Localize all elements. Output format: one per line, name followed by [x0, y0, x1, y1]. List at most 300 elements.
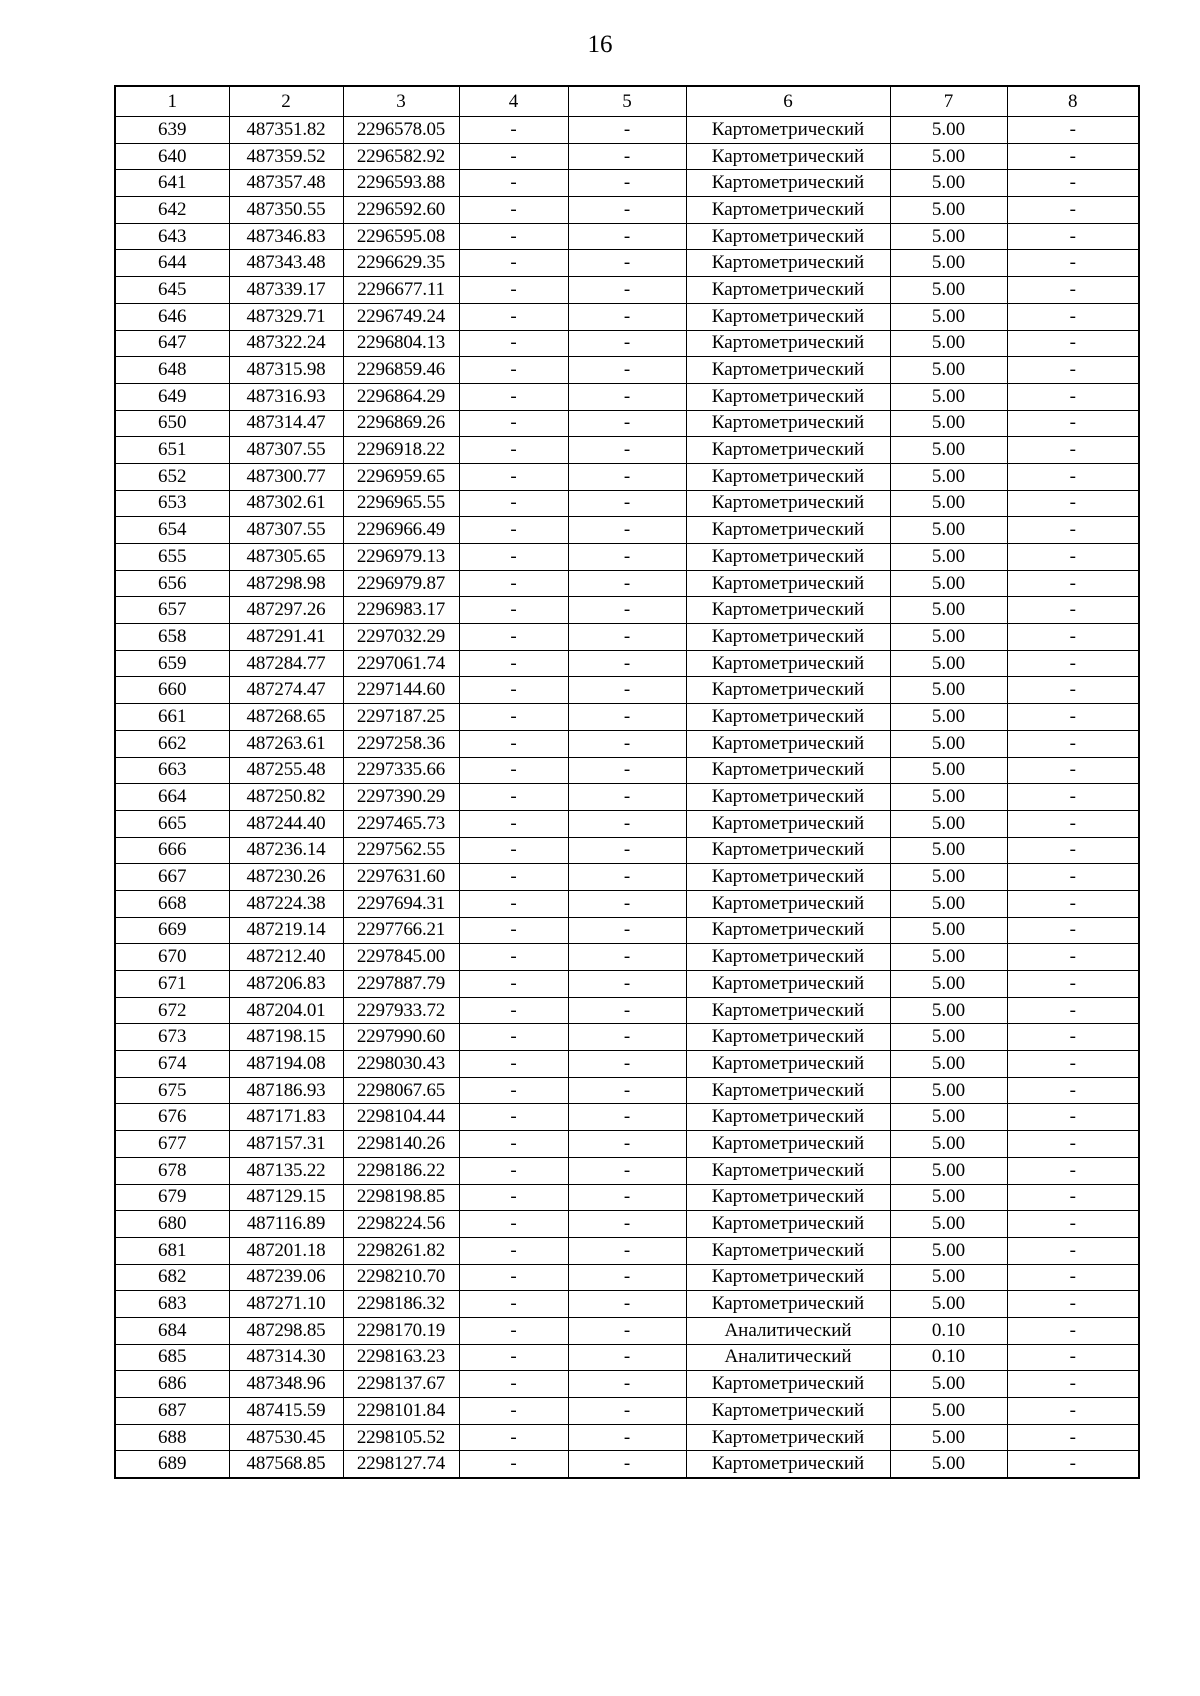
y-coordinate-cell: 2296804.13 — [343, 330, 459, 357]
x-coordinate-cell: 487201.18 — [229, 1237, 343, 1264]
col5-cell: - — [568, 677, 686, 704]
table-row — [115, 1051, 1139, 1078]
table-row — [115, 1157, 1139, 1184]
col4-cell: - — [459, 890, 568, 917]
x-coordinate-cell: 487116.89 — [229, 1211, 343, 1238]
col8-cell: - — [1007, 1264, 1139, 1291]
table-row — [115, 143, 1139, 170]
accuracy-cell: 5.00 — [890, 357, 1007, 384]
accuracy-cell: 5.00 — [890, 1211, 1007, 1238]
point-number-cell: 642 — [115, 197, 229, 224]
col5-cell: - — [568, 810, 686, 837]
accuracy-cell: 5.00 — [890, 303, 1007, 330]
accuracy-cell: 5.00 — [890, 1104, 1007, 1131]
method-cell: Картометрический — [686, 197, 890, 224]
col8-cell: - — [1007, 1344, 1139, 1371]
method-cell: Картометрический — [686, 1264, 890, 1291]
col5-cell: - — [568, 490, 686, 517]
col8-cell: - — [1007, 197, 1139, 224]
method-cell: Аналитический — [686, 1344, 890, 1371]
method-cell: Картометрический — [686, 303, 890, 330]
col4-cell: - — [459, 1237, 568, 1264]
x-coordinate-cell: 487348.96 — [229, 1371, 343, 1398]
method-cell: Картометрический — [686, 1424, 890, 1451]
col4-cell: - — [459, 650, 568, 677]
col4-cell: - — [459, 917, 568, 944]
col8-cell: - — [1007, 784, 1139, 811]
x-coordinate-cell: 487291.41 — [229, 624, 343, 651]
x-coordinate-cell: 487359.52 — [229, 143, 343, 170]
method-cell: Картометрический — [686, 864, 890, 891]
method-cell: Картометрический — [686, 1131, 890, 1158]
method-cell: Картометрический — [686, 997, 890, 1024]
col8-cell: - — [1007, 1291, 1139, 1318]
col5-cell: - — [568, 1371, 686, 1398]
table-row — [115, 1317, 1139, 1344]
x-coordinate-cell: 487307.55 — [229, 437, 343, 464]
col8-cell: - — [1007, 1424, 1139, 1451]
point-number-cell: 641 — [115, 170, 229, 197]
point-number-cell: 658 — [115, 624, 229, 651]
col8-cell: - — [1007, 117, 1139, 144]
x-coordinate-cell: 487302.61 — [229, 490, 343, 517]
table-row — [115, 784, 1139, 811]
table-row — [115, 837, 1139, 864]
col4-cell: - — [459, 223, 568, 250]
table-row — [115, 1424, 1139, 1451]
point-number-cell: 652 — [115, 463, 229, 490]
accuracy-cell: 5.00 — [890, 544, 1007, 571]
col4-cell: - — [459, 1291, 568, 1318]
col5-cell: - — [568, 277, 686, 304]
point-number-cell: 662 — [115, 730, 229, 757]
accuracy-cell: 5.00 — [890, 890, 1007, 917]
col4-cell: - — [459, 1211, 568, 1238]
col8-cell: - — [1007, 1237, 1139, 1264]
header-cell: 2 — [229, 86, 343, 117]
x-coordinate-cell: 487250.82 — [229, 784, 343, 811]
point-number-cell: 679 — [115, 1184, 229, 1211]
col4-cell: - — [459, 837, 568, 864]
method-cell: Картометрический — [686, 410, 890, 437]
col4-cell: - — [459, 570, 568, 597]
method-cell: Картометрический — [686, 170, 890, 197]
point-number-cell: 654 — [115, 517, 229, 544]
point-number-cell: 675 — [115, 1077, 229, 1104]
x-coordinate-cell: 487135.22 — [229, 1157, 343, 1184]
table-row — [115, 570, 1139, 597]
y-coordinate-cell: 2298186.32 — [343, 1291, 459, 1318]
table-row — [115, 971, 1139, 998]
col8-cell: - — [1007, 544, 1139, 571]
table-row — [115, 544, 1139, 571]
col8-cell: - — [1007, 223, 1139, 250]
table-row — [115, 1024, 1139, 1051]
x-coordinate-cell: 487230.26 — [229, 864, 343, 891]
method-cell: Картометрический — [686, 810, 890, 837]
col4-cell: - — [459, 1024, 568, 1051]
accuracy-cell: 5.00 — [890, 1371, 1007, 1398]
col4-cell: - — [459, 597, 568, 624]
accuracy-cell: 5.00 — [890, 1424, 1007, 1451]
col8-cell: - — [1007, 1211, 1139, 1238]
table-row — [115, 997, 1139, 1024]
accuracy-cell: 5.00 — [890, 837, 1007, 864]
col4-cell: - — [459, 1424, 568, 1451]
x-coordinate-cell: 487194.08 — [229, 1051, 343, 1078]
col8-cell: - — [1007, 757, 1139, 784]
table-row — [115, 1211, 1139, 1238]
accuracy-cell: 5.00 — [890, 1237, 1007, 1264]
col4-cell: - — [459, 1264, 568, 1291]
col8-cell: - — [1007, 1317, 1139, 1344]
col4-cell: - — [459, 677, 568, 704]
col5-cell: - — [568, 757, 686, 784]
point-number-cell: 653 — [115, 490, 229, 517]
table-row — [115, 944, 1139, 971]
accuracy-cell: 5.00 — [890, 730, 1007, 757]
col5-cell: - — [568, 784, 686, 811]
method-cell: Картометрический — [686, 784, 890, 811]
y-coordinate-cell: 2297335.66 — [343, 757, 459, 784]
point-number-cell: 660 — [115, 677, 229, 704]
table-row — [115, 1371, 1139, 1398]
col5-cell: - — [568, 1211, 686, 1238]
col5-cell: - — [568, 997, 686, 1024]
point-number-cell: 667 — [115, 864, 229, 891]
col8-cell: - — [1007, 677, 1139, 704]
col4-cell: - — [459, 1317, 568, 1344]
table-row — [115, 597, 1139, 624]
col8-cell: - — [1007, 864, 1139, 891]
table-row — [115, 277, 1139, 304]
table-row — [115, 357, 1139, 384]
x-coordinate-cell: 487236.14 — [229, 837, 343, 864]
point-number-cell: 640 — [115, 143, 229, 170]
point-number-cell: 649 — [115, 383, 229, 410]
header-cell: 1 — [115, 86, 229, 117]
col5-cell: - — [568, 383, 686, 410]
accuracy-cell: 5.00 — [890, 1398, 1007, 1425]
point-number-cell: 659 — [115, 650, 229, 677]
x-coordinate-cell: 487357.48 — [229, 170, 343, 197]
y-coordinate-cell: 2296983.17 — [343, 597, 459, 624]
accuracy-cell: 5.00 — [890, 997, 1007, 1024]
y-coordinate-cell: 2296677.11 — [343, 277, 459, 304]
point-number-cell: 647 — [115, 330, 229, 357]
x-coordinate-cell: 487307.55 — [229, 517, 343, 544]
table-row — [115, 624, 1139, 651]
y-coordinate-cell: 2298137.67 — [343, 1371, 459, 1398]
col8-cell: - — [1007, 1371, 1139, 1398]
col8-cell: - — [1007, 277, 1139, 304]
y-coordinate-cell: 2298127.74 — [343, 1451, 459, 1478]
point-number-cell: 668 — [115, 890, 229, 917]
col4-cell: - — [459, 730, 568, 757]
header-cell: 5 — [568, 86, 686, 117]
header-row — [115, 86, 1139, 117]
accuracy-cell: 5.00 — [890, 143, 1007, 170]
accuracy-cell: 5.00 — [890, 570, 1007, 597]
x-coordinate-cell: 487343.48 — [229, 250, 343, 277]
col5-cell: - — [568, 1051, 686, 1078]
y-coordinate-cell: 2298186.22 — [343, 1157, 459, 1184]
col4-cell: - — [459, 624, 568, 651]
col8-cell: - — [1007, 1024, 1139, 1051]
accuracy-cell: 5.00 — [890, 223, 1007, 250]
x-coordinate-cell: 487244.40 — [229, 810, 343, 837]
y-coordinate-cell: 2296959.65 — [343, 463, 459, 490]
point-number-cell: 657 — [115, 597, 229, 624]
accuracy-cell: 5.00 — [890, 1291, 1007, 1318]
col4-cell: - — [459, 1104, 568, 1131]
table-row — [115, 170, 1139, 197]
method-cell: Картометрический — [686, 490, 890, 517]
col8-cell: - — [1007, 383, 1139, 410]
col5-cell: - — [568, 570, 686, 597]
point-number-cell: 671 — [115, 971, 229, 998]
x-coordinate-cell: 487255.48 — [229, 757, 343, 784]
col5-cell: - — [568, 704, 686, 731]
accuracy-cell: 5.00 — [890, 917, 1007, 944]
accuracy-cell: 5.00 — [890, 677, 1007, 704]
table-row — [115, 490, 1139, 517]
point-number-cell: 650 — [115, 410, 229, 437]
x-coordinate-cell: 487219.14 — [229, 917, 343, 944]
method-cell: Картометрический — [686, 1157, 890, 1184]
table-row — [115, 223, 1139, 250]
col4-cell: - — [459, 197, 568, 224]
method-cell: Картометрический — [686, 1398, 890, 1425]
method-cell: Картометрический — [686, 544, 890, 571]
col5-cell: - — [568, 624, 686, 651]
x-coordinate-cell: 487530.45 — [229, 1424, 343, 1451]
method-cell: Картометрический — [686, 971, 890, 998]
point-number-cell: 646 — [115, 303, 229, 330]
table-row — [115, 704, 1139, 731]
method-cell: Картометрический — [686, 917, 890, 944]
point-number-cell: 666 — [115, 837, 229, 864]
y-coordinate-cell: 2296593.88 — [343, 170, 459, 197]
accuracy-cell: 5.00 — [890, 650, 1007, 677]
col5-cell: - — [568, 143, 686, 170]
point-number-cell: 645 — [115, 277, 229, 304]
method-cell: Картометрический — [686, 250, 890, 277]
y-coordinate-cell: 2298140.26 — [343, 1131, 459, 1158]
point-number-cell: 684 — [115, 1317, 229, 1344]
method-cell: Картометрический — [686, 757, 890, 784]
x-coordinate-cell: 487316.93 — [229, 383, 343, 410]
col5-cell: - — [568, 223, 686, 250]
method-cell: Картометрический — [686, 1104, 890, 1131]
col4-cell: - — [459, 810, 568, 837]
table-row — [115, 517, 1139, 544]
accuracy-cell: 5.00 — [890, 624, 1007, 651]
point-number-cell: 678 — [115, 1157, 229, 1184]
x-coordinate-cell: 487198.15 — [229, 1024, 343, 1051]
x-coordinate-cell: 487157.31 — [229, 1131, 343, 1158]
table-row — [115, 650, 1139, 677]
header-cell: 3 — [343, 86, 459, 117]
method-cell: Картометрический — [686, 143, 890, 170]
x-coordinate-cell: 487268.65 — [229, 704, 343, 731]
coordinates-table — [114, 85, 1140, 1479]
col8-cell: - — [1007, 517, 1139, 544]
page-number: 16 — [587, 31, 613, 58]
y-coordinate-cell: 2296918.22 — [343, 437, 459, 464]
col8-cell: - — [1007, 837, 1139, 864]
col4-cell: - — [459, 250, 568, 277]
x-coordinate-cell: 487284.77 — [229, 650, 343, 677]
col8-cell: - — [1007, 650, 1139, 677]
table-row — [115, 250, 1139, 277]
col8-cell: - — [1007, 971, 1139, 998]
col5-cell: - — [568, 303, 686, 330]
col5-cell: - — [568, 1184, 686, 1211]
col5-cell: - — [568, 917, 686, 944]
col4-cell: - — [459, 490, 568, 517]
col5-cell: - — [568, 1344, 686, 1371]
y-coordinate-cell: 2296979.13 — [343, 544, 459, 571]
accuracy-cell: 0.10 — [890, 1317, 1007, 1344]
col5-cell: - — [568, 650, 686, 677]
col4-cell: - — [459, 330, 568, 357]
col8-cell: - — [1007, 944, 1139, 971]
point-number-cell: 655 — [115, 544, 229, 571]
col5-cell: - — [568, 864, 686, 891]
col8-cell: - — [1007, 1104, 1139, 1131]
col5-cell: - — [568, 1024, 686, 1051]
col5-cell: - — [568, 1077, 686, 1104]
col8-cell: - — [1007, 1157, 1139, 1184]
col8-cell: - — [1007, 624, 1139, 651]
y-coordinate-cell: 2298030.43 — [343, 1051, 459, 1078]
x-coordinate-cell: 487263.61 — [229, 730, 343, 757]
x-coordinate-cell: 487351.82 — [229, 117, 343, 144]
accuracy-cell: 5.00 — [890, 250, 1007, 277]
col5-cell: - — [568, 197, 686, 224]
y-coordinate-cell: 2296864.29 — [343, 383, 459, 410]
col5-cell: - — [568, 1131, 686, 1158]
col8-cell: - — [1007, 1131, 1139, 1158]
col5-cell: - — [568, 544, 686, 571]
accuracy-cell: 5.00 — [890, 410, 1007, 437]
col4-cell: - — [459, 971, 568, 998]
col4-cell: - — [459, 383, 568, 410]
col5-cell: - — [568, 117, 686, 144]
method-cell: Картометрический — [686, 890, 890, 917]
method-cell: Картометрический — [686, 1184, 890, 1211]
col4-cell: - — [459, 1184, 568, 1211]
col5-cell: - — [568, 890, 686, 917]
col4-cell: - — [459, 357, 568, 384]
col5-cell: - — [568, 1317, 686, 1344]
point-number-cell: 688 — [115, 1424, 229, 1451]
col5-cell: - — [568, 330, 686, 357]
accuracy-cell: 5.00 — [890, 944, 1007, 971]
accuracy-cell: 5.00 — [890, 757, 1007, 784]
y-coordinate-cell: 2298210.70 — [343, 1264, 459, 1291]
col5-cell: - — [568, 971, 686, 998]
col5-cell: - — [568, 1104, 686, 1131]
x-coordinate-cell: 487300.77 — [229, 463, 343, 490]
x-coordinate-cell: 487568.85 — [229, 1451, 343, 1478]
col5-cell: - — [568, 1237, 686, 1264]
table-row — [115, 437, 1139, 464]
method-cell: Картометрический — [686, 1211, 890, 1238]
col8-cell: - — [1007, 1398, 1139, 1425]
y-coordinate-cell: 2298170.19 — [343, 1317, 459, 1344]
col4-cell: - — [459, 1371, 568, 1398]
col8-cell: - — [1007, 1451, 1139, 1478]
table-row — [115, 117, 1139, 144]
y-coordinate-cell: 2296966.49 — [343, 517, 459, 544]
col4-cell: - — [459, 303, 568, 330]
accuracy-cell: 0.10 — [890, 1344, 1007, 1371]
y-coordinate-cell: 2296859.46 — [343, 357, 459, 384]
point-number-cell: 672 — [115, 997, 229, 1024]
point-number-cell: 676 — [115, 1104, 229, 1131]
method-cell: Картометрический — [686, 570, 890, 597]
table-row — [115, 1291, 1139, 1318]
col4-cell: - — [459, 544, 568, 571]
table-row — [115, 757, 1139, 784]
method-cell: Картометрический — [686, 1451, 890, 1478]
y-coordinate-cell: 2296582.92 — [343, 143, 459, 170]
y-coordinate-cell: 2296578.05 — [343, 117, 459, 144]
x-coordinate-cell: 487186.93 — [229, 1077, 343, 1104]
y-coordinate-cell: 2296965.55 — [343, 490, 459, 517]
table-row — [115, 1398, 1139, 1425]
accuracy-cell: 5.00 — [890, 383, 1007, 410]
accuracy-cell: 5.00 — [890, 117, 1007, 144]
y-coordinate-cell: 2298067.65 — [343, 1077, 459, 1104]
accuracy-cell: 5.00 — [890, 170, 1007, 197]
table-row — [115, 1237, 1139, 1264]
col8-cell: - — [1007, 303, 1139, 330]
col8-cell: - — [1007, 917, 1139, 944]
point-number-cell: 644 — [115, 250, 229, 277]
y-coordinate-cell: 2297990.60 — [343, 1024, 459, 1051]
method-cell: Картометрический — [686, 437, 890, 464]
col5-cell: - — [568, 357, 686, 384]
accuracy-cell: 5.00 — [890, 490, 1007, 517]
x-coordinate-cell: 487322.24 — [229, 330, 343, 357]
table-row — [115, 1451, 1139, 1478]
x-coordinate-cell: 487274.47 — [229, 677, 343, 704]
table-row — [115, 890, 1139, 917]
col8-cell: - — [1007, 143, 1139, 170]
point-number-cell: 639 — [115, 117, 229, 144]
col8-cell: - — [1007, 597, 1139, 624]
method-cell: Аналитический — [686, 1317, 890, 1344]
accuracy-cell: 5.00 — [890, 1451, 1007, 1478]
point-number-cell: 677 — [115, 1131, 229, 1158]
x-coordinate-cell: 487415.59 — [229, 1398, 343, 1425]
col4-cell: - — [459, 117, 568, 144]
y-coordinate-cell: 2296629.35 — [343, 250, 459, 277]
method-cell: Картометрический — [686, 704, 890, 731]
col4-cell: - — [459, 1451, 568, 1478]
col4-cell: - — [459, 1051, 568, 1078]
col5-cell: - — [568, 1157, 686, 1184]
method-cell: Картометрический — [686, 730, 890, 757]
method-cell: Картометрический — [686, 277, 890, 304]
accuracy-cell: 5.00 — [890, 1184, 1007, 1211]
y-coordinate-cell: 2298101.84 — [343, 1398, 459, 1425]
accuracy-cell: 5.00 — [890, 277, 1007, 304]
table-row — [115, 1077, 1139, 1104]
